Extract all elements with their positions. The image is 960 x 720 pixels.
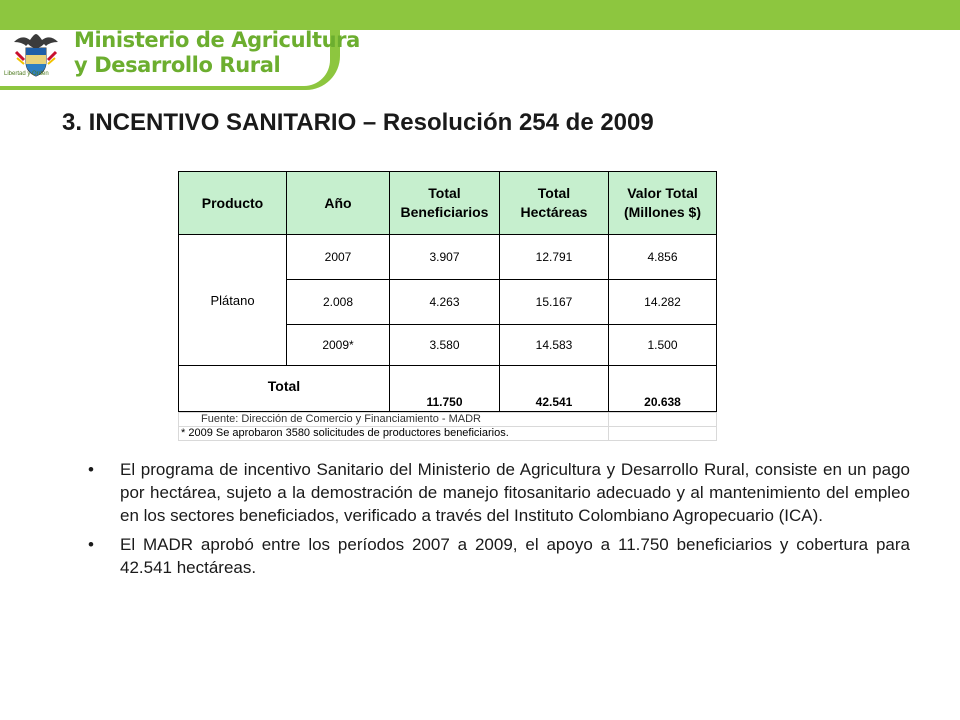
col-header-hectareas-l1: Total bbox=[537, 185, 571, 201]
ministry-name-line1: Ministerio de Agricultura bbox=[74, 28, 360, 52]
total-label: Total bbox=[179, 366, 390, 412]
col-header-beneficiarios-l1: Total bbox=[428, 185, 461, 201]
total-beneficiarios: 11.750 bbox=[390, 366, 500, 412]
source-note: Fuente: Dirección de Comercio y Financiamiento - MADR bbox=[179, 413, 609, 427]
cell-hectareas: 14.583 bbox=[500, 325, 609, 366]
col-header-hectareas bbox=[500, 172, 609, 235]
bullet-text: El programa de incentivo Sanitario del Ministerio de Agricultura y Desarrollo Rural, consiste en un pago por hectárea, sujeto a la demostración de manejo fitosanitario adecuado y al mantenimiento del empleo en los sectores beneficiados, verificado a través del Instituto Colombiano Agropecuario (ICA). bbox=[120, 460, 910, 525]
source-note-empty bbox=[609, 413, 717, 427]
seal-caption: Libertad y Orden bbox=[4, 71, 49, 77]
cell-valor: 1.500 bbox=[609, 325, 717, 366]
footnote: * 2009 Se aprobaron 3580 solicitudes de productores beneficiarios. bbox=[179, 427, 609, 441]
col-header-valor-l1: Valor Total bbox=[627, 185, 698, 201]
page-title: 3. INCENTIVO SANITARIO – Resolución 254 de 2009 bbox=[62, 109, 654, 136]
table-row bbox=[179, 235, 717, 280]
cell-anio: 2007 bbox=[287, 235, 390, 280]
cell-anio: 2009* bbox=[287, 325, 390, 366]
ministry-name-line2: y Desarrollo Rural bbox=[74, 53, 281, 77]
product-cell: Plátano bbox=[179, 235, 287, 366]
cell-hectareas: 15.167 bbox=[500, 280, 609, 325]
footnote-empty bbox=[609, 427, 717, 441]
col-header-anio: Año bbox=[287, 172, 390, 235]
col-header-beneficiarios bbox=[390, 172, 500, 235]
source-note-row bbox=[179, 413, 717, 427]
cell-beneficiarios: 3.580 bbox=[390, 325, 500, 366]
col-header-beneficiarios-l2: Beneficiarios bbox=[400, 204, 489, 220]
footnote-row bbox=[179, 427, 717, 441]
bullet-text: El MADR aprobó entre los períodos 2007 a 2009, el apoyo a 11.750 beneficiarios y cobertura para 42.541 hectáreas. bbox=[120, 535, 910, 577]
col-header-valor bbox=[609, 172, 717, 235]
cell-beneficiarios: 4.263 bbox=[390, 280, 500, 325]
col-header-valor-l2: (Millones $) bbox=[623, 204, 701, 220]
cell-anio: 2.008 bbox=[287, 280, 390, 325]
bullet-list bbox=[88, 458, 910, 585]
total-row bbox=[179, 366, 717, 412]
table-notes bbox=[178, 412, 717, 441]
cell-beneficiarios: 3.907 bbox=[390, 235, 500, 280]
cell-hectareas: 12.791 bbox=[500, 235, 609, 280]
bullet-dot: • bbox=[88, 535, 94, 554]
col-header-producto: Producto bbox=[179, 172, 287, 235]
list-item bbox=[88, 533, 910, 579]
table-header-row bbox=[179, 172, 717, 235]
incentive-table bbox=[178, 171, 717, 412]
incentive-table-container bbox=[178, 171, 717, 441]
list-item bbox=[88, 458, 910, 527]
bullet-dot: • bbox=[88, 460, 94, 479]
col-header-hectareas-l2: Hectáreas bbox=[520, 204, 588, 220]
cell-valor: 4.856 bbox=[609, 235, 717, 280]
total-hectareas: 42.541 bbox=[500, 366, 609, 412]
ministry-logo-text bbox=[74, 28, 360, 78]
cell-valor: 14.282 bbox=[609, 280, 717, 325]
total-valor: 20.638 bbox=[609, 366, 717, 412]
